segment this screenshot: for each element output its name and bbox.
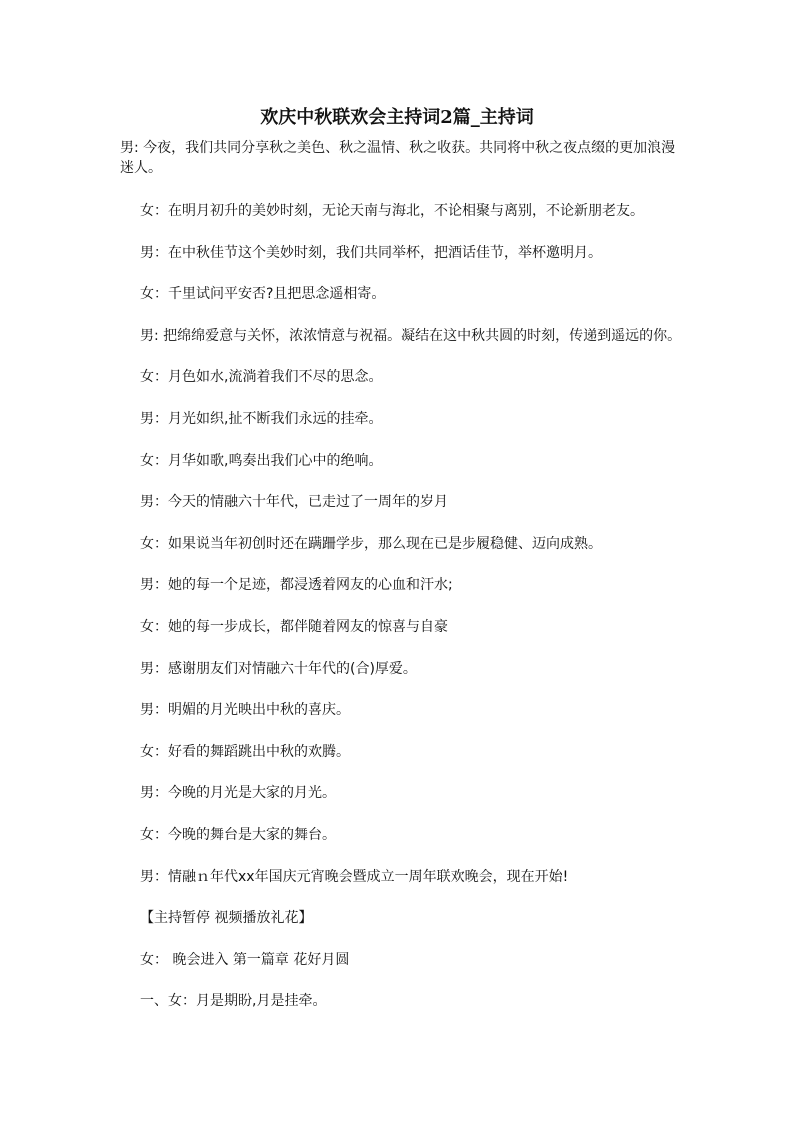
section-heading-line: 女： 晚会进入 第一篇章 花好月圆 [140, 951, 350, 968]
dialogue-line: 女：月华如歌,鸣奏出我们心中的绝响。 [140, 452, 383, 469]
dialogue-line: 男：她的每一个足迹，都浸透着网友的心血和汗水; [140, 577, 453, 594]
stage-direction: 【主持暂停 视频播放礼花】 [140, 910, 313, 927]
dialogue-line: 男：在中秋佳节这个美妙时刻，我们共同举杯，把酒话佳节，举杯邀明月。 [140, 244, 602, 261]
dialogue-line: 男：明媚的月光映出中秋的喜庆。 [140, 702, 350, 719]
dialogue-line: 女：在明月初升的美妙时刻，无论天南与海北，不论相聚与离别，不论新朋老友。 [140, 203, 644, 219]
dialogue-line: 女：她的每一步成长，都伴随着网友的惊喜与自豪 [140, 618, 448, 635]
dialogue-line: 女：如果说当年初创时还在蹒跚学步，那么现在已是步履稳健、迈向成熟。 [140, 535, 602, 552]
dialogue-line: 女：好看的舞蹈跳出中秋的欢腾。 [140, 743, 350, 760]
dialogue-line: 男：今晚的月光是大家的月光。 [140, 785, 336, 802]
dialogue-line: 女：月色如水,流淌着我们不尽的思念。 [140, 369, 383, 386]
document-title: 欢庆中秋联欢会主持词2篇_主持词 [260, 107, 534, 128]
dialogue-line: 女：千里试问平安否?且把思念遥相寄。 [140, 286, 386, 303]
dialogue-line: 男：感谢朋友们对情融六十年代的(合)厚爱。 [140, 660, 417, 677]
dialogue-line: 一、女：月是期盼,月是挂牵。 [140, 993, 327, 1010]
dialogue-line: 女：今晚的舞台是大家的舞台。 [140, 826, 336, 843]
dialogue-line: 男: 把绵绵爱意与关怀，浓浓情意与祝福。凝结在这中秋共圆的时刻，传递到遥远的你。 [140, 327, 682, 344]
dialogue-list [140, 201, 700, 1033]
dialogue-line: 男：今天的情融六十年代，已走过了一周年的岁月 [140, 494, 448, 511]
intro-paragraph: 男: 今夜，我们共同分享秋之美色、秋之温情、秋之收获。共同将中秋之夜点缀的更加浪漫迷人。 [120, 140, 676, 176]
dialogue-line: 男：情融ｎ年代xx年国庆元宵晚会暨成立一周年联欢晚会，现在开始! [140, 868, 569, 885]
dialogue-line: 男：月光如织,扯不断我们永远的挂牵。 [140, 410, 383, 427]
